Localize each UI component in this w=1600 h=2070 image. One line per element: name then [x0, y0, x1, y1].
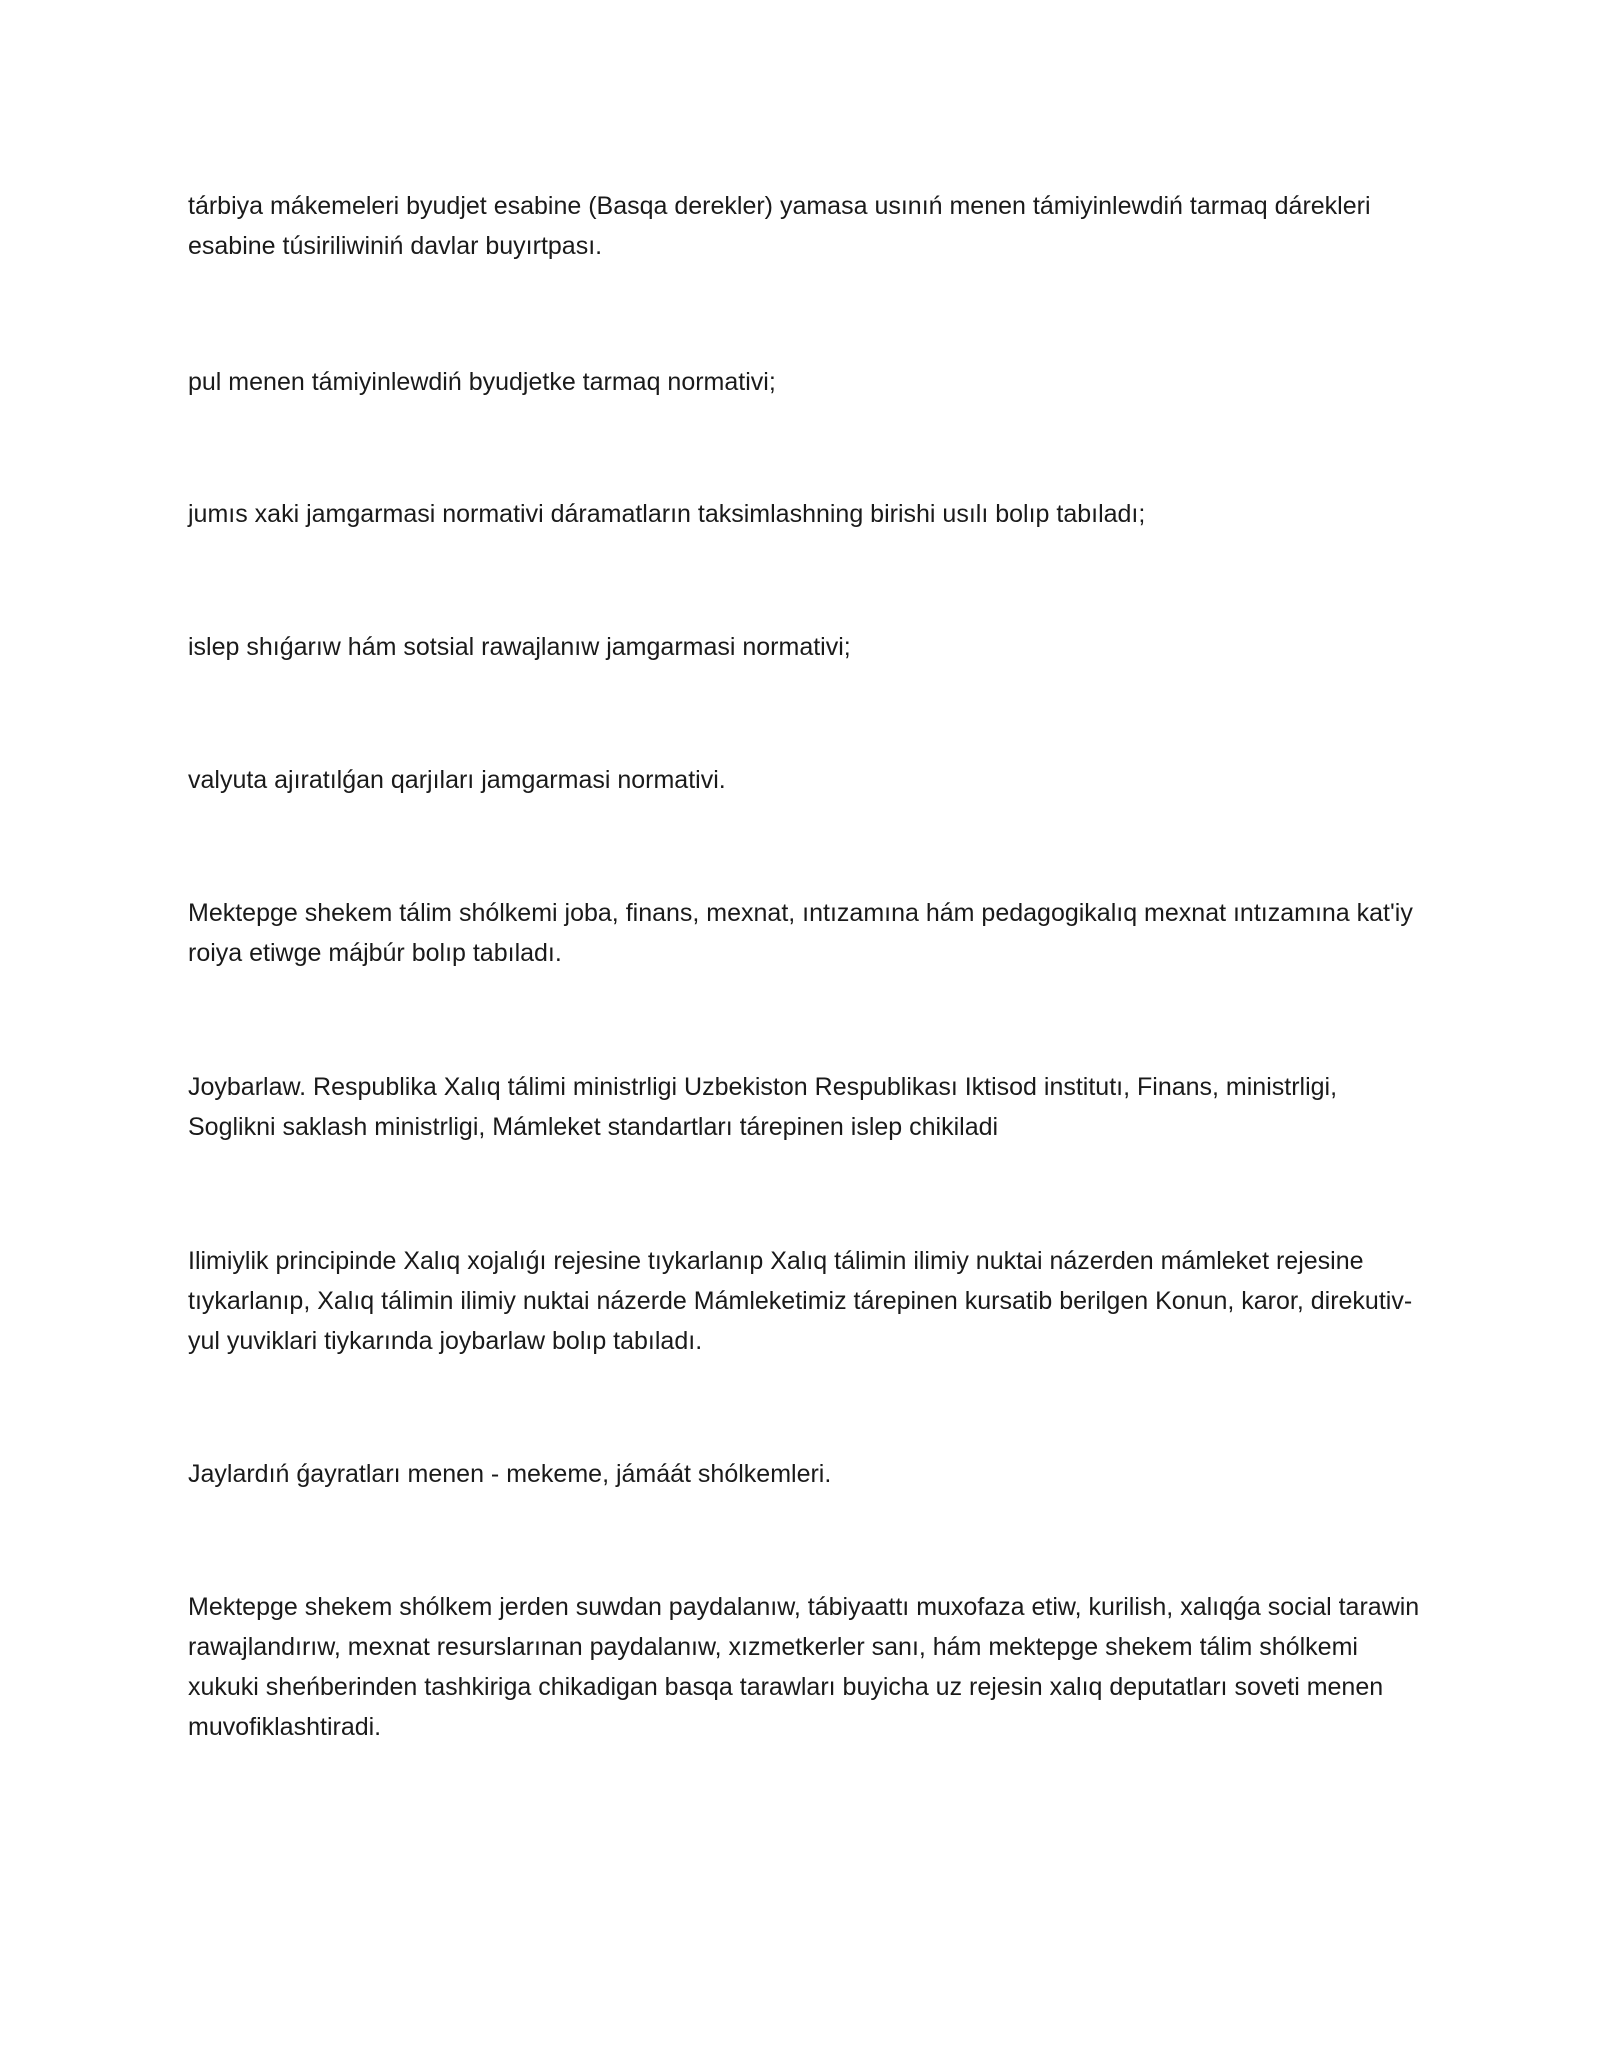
paragraph-5: valyuta ajıratılǵan qarjıları jamgarmasi normativi. [188, 766, 726, 794]
paragraph-4: islep shıǵarıw hám sotsial rawajlanıw jamgarmasi normativi; [188, 633, 851, 661]
paragraph-9: Jaylardıń ǵayratları menen - mekeme, jámáát shólkemleri. [188, 1460, 832, 1488]
paragraph-3: jumıs xaki jamgarmasi normativi dáramatların taksimlashning birishi usılı bolıp tabıladı; [188, 500, 1146, 528]
paragraph-7: Joybarlaw. Respublika Xalıq tálimi ministrligi Uzbekiston Respublikası Iktisod institutı, Finans, ministrligi, Soglikni saklash ministrligi, Mámleket standartları tárepinen islep chikiladi [188, 1073, 1338, 1141]
paragraph-8: Ilimiylik principinde Xalıq xojalıǵı rejesine tıykarlanıp Xalıq tálimin ilimiy nuktai názerden mámleket rejesine tıykarlanıp, Xalıq tálimin ilimiy nuktai názerde Mámleketimiz tárepinen kursatib berilgen Konun, karor, direkutiv-yul yuviklari tiykarında joybarlaw bolıp tabıladı. [188, 1247, 1413, 1355]
paragraph-6: Mektepge shekem tálim shólkemi joba, finans, mexnat, ıntızamına hám pedagogikalıq mexnat ıntızamına kat'iy roiya etiwge májbúr bolıp tabıladı. [188, 899, 1413, 967]
paragraph-1: tárbiya mákemeleri byudjet esabine (Basqa derekler) yamasa usınıń menen támiyinlewdiń tarmaq dárekleri esabine túsiriliwiniń davlar buyırtpası. [188, 192, 1371, 260]
paragraph-2: pul menen támiyinlewdiń byudjetke tarmaq normativi; [188, 368, 776, 396]
paragraph-10: Mektepge shekem shólkem jerden suwdan paydalanıw, tábiyaattı muxofaza etiw, kurilish, xalıqǵa social tarawin rawajlandırıw, mexnat resurslarınan paydalanıw, xızmetkerler sanı, hám mektepge shekem tálim shólkemi xukuki sheńberinden tashkiriga chikadigan basqa tarawları buyicha uz rejesin xalıq deputatları soveti menen muvofiklashtiradi. [188, 1593, 1420, 1741]
